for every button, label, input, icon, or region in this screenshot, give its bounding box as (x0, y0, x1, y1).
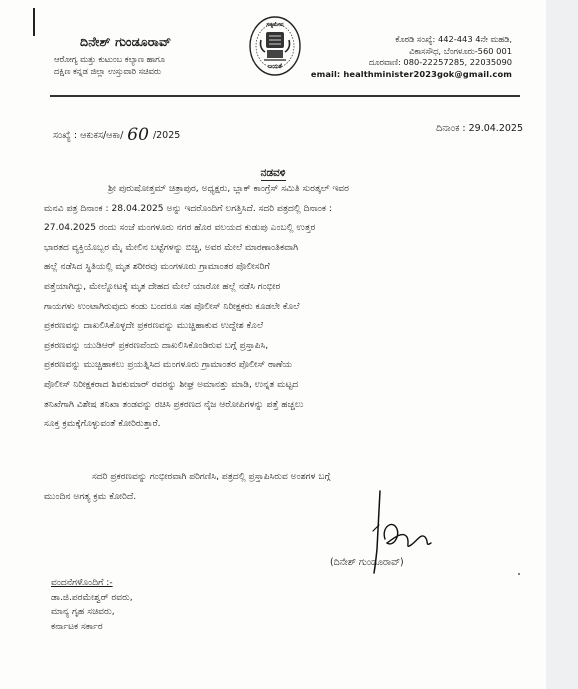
background-strip (546, 0, 578, 689)
body-line: ಪ್ರಕರಣವನ್ನು ದಾಖಲಿಸಿಕೊಳ್ಳದೇ ಪ್ರಕರಣವನ್ನು ಮುಚ್ಚಿಹಾಕುವ ಉದ್ದೇಶ ಕೊಲೆ (44, 321, 264, 332)
body-line: ಹಲ್ಲೆ ನಡೆಸಿದ ಸ್ಥಿತಿಯಲ್ಲಿ ಮೃತ ಶರೀರವು ಮಂಗಳೂರು ಗ್ರಾಮಾಂತರ ಪೊಲೀಸರಿಗೆ (44, 262, 270, 273)
body-line: ಸೂಕ್ತ ಕ್ರಮಕ್ಕೆಗೊಳ್ಳುವಂತೆ ಕೋರಿರುತ್ತಾರೆ. (44, 419, 161, 430)
letterhead-right (292, 34, 512, 80)
body-line: ಮುಂದಿನ ಅಗತ್ಯ ಕ್ರಮ ಕೋರಿದೆ. (44, 492, 137, 502)
emblem-bottom-text: ಜಯತೆ (268, 63, 282, 70)
body-line: ಪ್ರಕರಣವನ್ನು ಯುಡಿಆರ್ ಪ್ರಕರಣವೆಂದು ದಾಖಲಿಸಿಕೊಂಡಿರುವ ಬಗ್ಗೆ ಪ್ರಸ್ತಾಪಿಸಿ, (44, 340, 269, 351)
body-line: ಮನವಿ ಪತ್ರ ದಿನಾಂಕ : 28.04.2025 ಅನ್ನು ಇದರೊಂದಿಗೆ ಲಗತ್ತಿಸಿದೆ. ಸದರಿ ಪತ್ರದಲ್ಲಿ ದಿನಾಂಕ : (44, 203, 332, 214)
header-divider (50, 95, 520, 97)
body-line: ಪತ್ತೆಯಾಗಿದ್ದು, ಮೇಲ್ನೋಟಕ್ಕೆ ಮೃತ ದೇಹದ ಮೇಲೆ ಯಾರೋ ಹಲ್ಲೆ ನಡೆಸಿ ಗಂಭೀರ (44, 281, 281, 292)
emblem-top-text: ಸತ್ಯಮೇವ (266, 22, 284, 28)
reference-year: /2025 (152, 130, 181, 141)
copy-to-block (51, 576, 133, 634)
paper-speck (518, 573, 520, 575)
margin-mark (33, 8, 35, 36)
body-line: ಪ್ರಕರಣವನ್ನು ಮುಚ್ಚಿಹಾಕಲು ಪ್ರಯತ್ನಿಸಿದ ಮಂಗಳೂರು ಗ್ರಾಮಾಂತರ ಪೊಲೀಸ್ ಠಾಣೆಯ (44, 360, 293, 371)
document-title-text: ನಡವಳಿ (260, 167, 286, 179)
body-line: ಸದರಿ ಪ್ರಕರಣವನ್ನು ಗಂಭೀರವಾಗಿ ಪರಿಗಣಿಸಿ, ಪತ್ರದಲ್ಲಿ ಪ್ರಸ್ತಾಪಿಸಿರುವ ಅಂಶಗಳ ಬಗ್ಗೆ (92, 472, 331, 482)
reference-handwritten-number: 60 (127, 125, 149, 145)
document-title (0, 167, 546, 180)
body-line: ತನಿಖೆಗಾಗಿ ವಿಶೇಷ ತನಿಖಾ ತಂಡವನ್ನು ರಚಿಸಿ ಪ್ರಕರಣದ ನೈಜ ಆರೋಪಿಗಳನ್ನು ಪತ್ತೆ ಹಚ್ಚಲು (44, 399, 304, 410)
body-line: 27.04.2025 ರಂದು ಸಂಜೆ ಮಂಗಳೂರು ನಗರ ಹೊರ ವಲಯದ ಕುಡುಪು ಎಂಬಲ್ಲಿ ಉತ್ತರ (44, 223, 316, 234)
address-line-2: ವಿಕಾಸಸೌಧ, ಬೆಂಗಳೂರು-560 001 (409, 45, 512, 56)
body-paragraph-1 (44, 180, 522, 435)
reference-number (53, 123, 180, 143)
reference-prefix: ಸಂಖ್ಯೆ : ಆಕುಕಸ/ಆಕಾ/ (53, 130, 124, 141)
phone-line: ದೂರವಾಣಿ: 080-22257285, 22035090 (368, 57, 512, 67)
copy-to-line: ಕರ್ನಾಟಕ ಸರ್ಕಾರ (51, 621, 103, 632)
body-paragraph-2 (44, 467, 522, 507)
copy-to-line: ಮಾನ್ಯ ಗೃಹ ಸಚಿವರು, (51, 607, 115, 617)
copy-to-heading: ವಂದನೆಗಳೊಂದಿಗೆ :- (51, 578, 113, 588)
body-line: ಭಾರತದ ವ್ಯಕ್ತಿಯೊಬ್ಬರ ಮೈ ಮೇಲಿನ ಬಟ್ಟೆಗಳನ್ನು ಬಿಚ್ಚಿ, ಅವರ ಮೇಲೆ ಮಾರಣಾಂತಿಕವಾಗಿ (44, 242, 299, 253)
body-line: ಪೊಲೀಸ್ ನಿರೀಕ್ಷಕರಾದ ಶಿವಕುಮಾರ್ ರವರನ್ನು ಶೀಘ್ರ ಅಮಾನತ್ತು ಮಾಡಿ, ಉನ್ನತ ಮಟ್ಟದ (44, 379, 299, 390)
designation-line-2: ದಕ್ಷಿಣ ಕನ್ನಡ ಜಿಲ್ಲಾ ಉಸ್ತುವಾರಿ ಸಚಿವರು (54, 66, 161, 76)
signatory-name: (ದಿನೇಶ್ ಗುಂಡೂರಾವ್) (330, 557, 404, 568)
minister-name: ದಿನೇಶ್ ಗುಂಡೂರಾವ್ (80, 34, 172, 49)
email-line: email: healthminister2023gok@gmail.com (310, 68, 512, 79)
body-line: ಶ್ರೀ ಪುರುಷೋತ್ತಮ್ ಚಿತ್ರಾಪುರ, ಅಧ್ಯಕ್ಷರು, ಬ್ಲಾಕ್ ಕಾಂಗ್ರೆಸ್ ಸಮಿತಿ ಸುರತ್ಕಲ್ ಇವರ (108, 184, 349, 194)
address-line-1: ಕೊಠಡಿ ಸಂಖ್ಯೆ: 442-443 4ನೇ ಮಹಡಿ, (395, 34, 512, 44)
body-line: ಗಾಯಗಳು ಉಂಟಾಗಿರುವುದು ಕಂಡು ಬಂದರೂ ಸಹ ಪೊಲೀಸ್ ನಿರೀಕ್ಷಕರು ಕೂಡಲೇ ಕೊಲೆ (44, 301, 300, 312)
designation-line-1: ಆರೋಗ್ಯ ಮತ್ತು ಕುಟುಂಬ ಕಲ್ಯಾಣ ಹಾಗೂ (54, 54, 165, 64)
copy-to-line: ಡಾ.ಜಿ.ಪರಮೇಶ್ವರ್ ರವರು, (51, 592, 133, 603)
reference-date: ದಿನಾಂಕ : 29.04.2025 (436, 123, 523, 134)
letterhead-left (54, 34, 244, 77)
